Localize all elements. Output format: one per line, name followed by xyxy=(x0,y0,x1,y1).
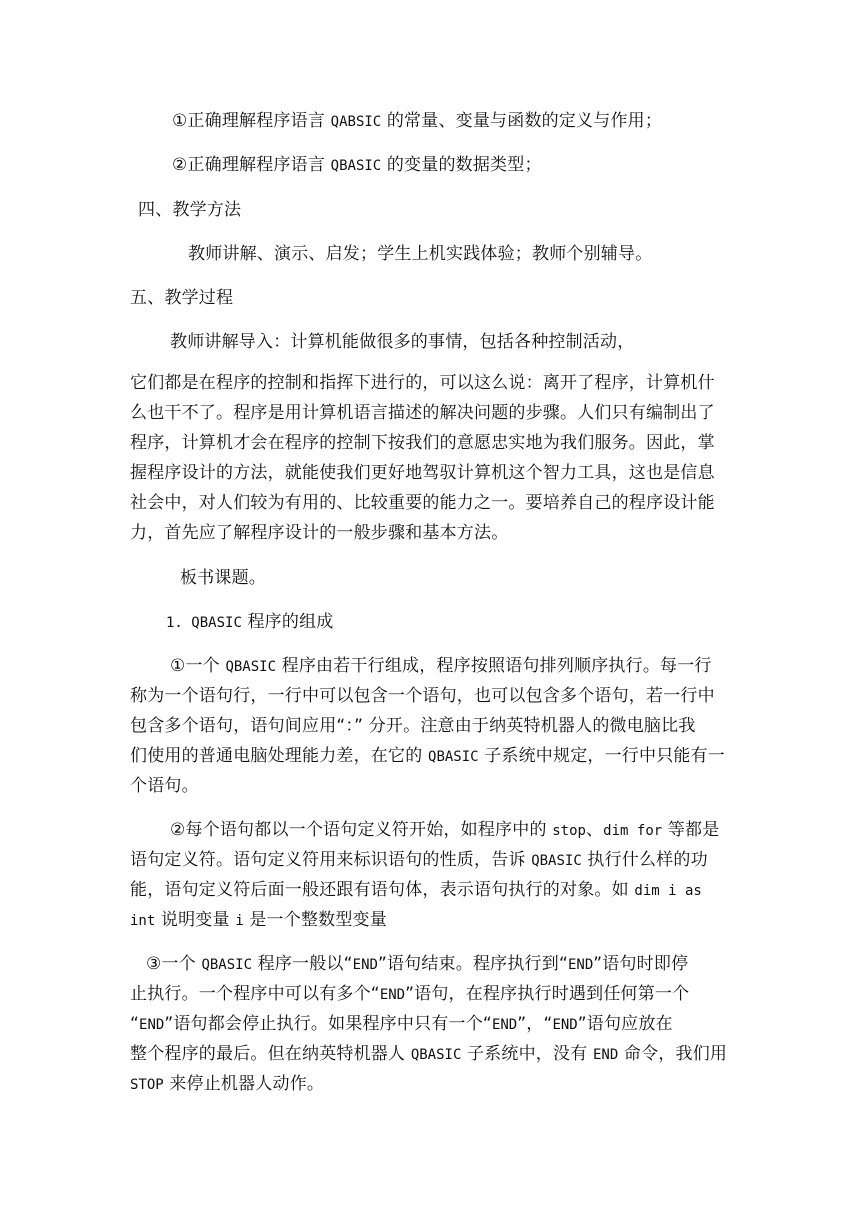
point-2-line-2 xyxy=(130,849,708,872)
text-run: 是一个整数型变量 xyxy=(243,910,387,930)
code-term: END xyxy=(491,1017,518,1033)
intro-line-6: 社会中，对人们较为有用的、比较重要的能力之一。要培养自己的程序设计能 xyxy=(130,493,715,513)
section-4-heading: 四、教学方法 xyxy=(138,200,242,220)
text-run: 执行什么样的功 xyxy=(581,850,708,870)
text-run: 子系统中规定，一行中只能有一 xyxy=(478,746,725,766)
code-term: i xyxy=(235,913,244,929)
code-term: int xyxy=(130,913,156,929)
code-term: END xyxy=(379,987,406,1003)
text-run: 子系统中，没有 xyxy=(461,1044,593,1064)
text-run: ②每个语句都以一个语句定义符开始，如程序中的 xyxy=(170,820,553,840)
code-term: stop xyxy=(552,823,586,839)
code-term: QBASIC xyxy=(410,1047,462,1063)
point-1-line-1 xyxy=(170,655,712,678)
subsection-code: QBASIC xyxy=(191,615,242,631)
text-run: 程序一般以“ xyxy=(252,954,353,974)
code-term: QBASIC xyxy=(201,957,253,973)
board-note: 板书课题。 xyxy=(180,568,266,588)
text-run: 、 xyxy=(585,820,604,840)
intro-line-1: 教师讲解导入：计算机能做很多的事情，包括各种控制活动， xyxy=(170,332,635,352)
text-run: ”，“ xyxy=(517,1014,553,1034)
subsection-number: 1. xyxy=(166,615,192,631)
code-term: END xyxy=(593,1047,619,1063)
intro-line-4: 程序，计算机才会在程序的控制下按我们的意愿忠实地为我们服务。因此，掌 xyxy=(130,433,715,453)
text-run: 来停止机器人动作。 xyxy=(163,1074,325,1094)
objective-2 xyxy=(172,154,542,177)
text-run: 说明变量 xyxy=(155,910,236,930)
objective-2-code: QBASIC xyxy=(330,158,382,174)
point-2-line-4 xyxy=(130,909,387,932)
text-run: 们使用的普通电脑处理能力差，在它的 xyxy=(130,746,429,766)
point-3-line-3 xyxy=(130,1013,673,1036)
objective-1-text: ①正确理解程序语言 xyxy=(172,111,331,131)
point-2-line-1 xyxy=(170,819,719,842)
code-term: END xyxy=(567,957,594,973)
text-run: 程序由若干行组成，程序按照语句排列顺序执行。每一行 xyxy=(276,656,712,676)
text-run: ”语句都会停止执行。如果程序中只有一个“ xyxy=(164,1014,492,1034)
code-term: END xyxy=(139,1017,165,1033)
text-run: 整个程序的最后。但在纳英特机器人 xyxy=(130,1044,411,1064)
objective-1-code: QABSIC xyxy=(330,114,382,130)
text-run: ③一个 xyxy=(146,954,202,974)
point-1-line-2 xyxy=(130,685,715,707)
point-3-line-2 xyxy=(130,983,689,1006)
point-3-line-4 xyxy=(130,1043,727,1066)
objective-1-text-end: 的常量、变量与函数的定义与作用； xyxy=(381,111,663,131)
text-run: ”语句，在程序执行时遇到任何第一个 xyxy=(405,984,690,1004)
subsection-heading xyxy=(166,611,333,634)
text-run: “ xyxy=(130,1014,140,1034)
code-term: QBASIC xyxy=(225,659,277,675)
section-4-body: 教师讲解、演示、启发；学生上机实践体验；教师个别辅导。 xyxy=(188,244,653,264)
text-run: 语句定义符。语句定义符用来标识语句的性质，告诉 xyxy=(130,850,532,870)
code-term: dim for xyxy=(603,823,663,839)
text-run: 止执行。一个程序中可以有多个“ xyxy=(130,984,380,1004)
text-run: 称为一个语句行，一行中可以包含一个语句，也可以包含多个语句，若一行中 xyxy=(130,686,715,706)
code-term: END xyxy=(552,1017,578,1033)
intro-line-7: 力，首先应了解程序设计的一般步骤和基本方法。 xyxy=(130,523,509,543)
code-term: STOP xyxy=(130,1077,164,1093)
text-run: ”语句时即停 xyxy=(593,954,689,974)
text-run: 命令，我们用 xyxy=(618,1044,728,1064)
text-run: ”语句应放在 xyxy=(577,1014,673,1034)
point-2-line-3 xyxy=(130,879,702,902)
objective-2-text: ②正确理解程序语言 xyxy=(172,155,331,175)
intro-line-5: 握程序设计的方法，就能使我们更好地驾驭计算机这个智力工具，这也是信息 xyxy=(130,463,715,483)
code-term: END xyxy=(352,957,378,973)
code-term: dim i as xyxy=(634,883,702,899)
code-term: QBASIC xyxy=(531,853,582,869)
code-term: QBASIC xyxy=(428,749,479,765)
text-run: ”语句结束。程序执行到“ xyxy=(377,954,568,974)
text-run: ①一个 xyxy=(170,656,226,676)
point-1-line-3 xyxy=(130,715,696,737)
point-1-line-4 xyxy=(130,745,725,768)
text-run: 等都是 xyxy=(662,820,720,840)
objective-2-text-end: 的变量的数据类型； xyxy=(381,155,542,175)
text-run: 个语句。 xyxy=(130,776,199,796)
text-run: 包含多个语句，语句间应用“：” 分开。注意由于纳英特机器人的微电脑比我 xyxy=(130,716,696,736)
point-3-line-1 xyxy=(146,953,688,976)
text-run: 能，语句定义符后面一般还跟有语句体，表示语句执行的对象。如 xyxy=(130,880,635,900)
intro-line-2: 它们都是在程序的控制和指挥下进行的，可以这么说：离开了程序，计算机什 xyxy=(130,373,715,393)
objective-1 xyxy=(172,110,662,133)
point-1-line-5 xyxy=(130,775,199,797)
subsection-title: 程序的组成 xyxy=(241,612,334,632)
section-5-heading: 五、教学过程 xyxy=(130,288,234,308)
intro-line-3: 么也干不了。程序是用计算机语言描述的解决问题的步骤。人们只有编制出了 xyxy=(130,403,715,423)
point-3-line-5 xyxy=(130,1073,324,1096)
